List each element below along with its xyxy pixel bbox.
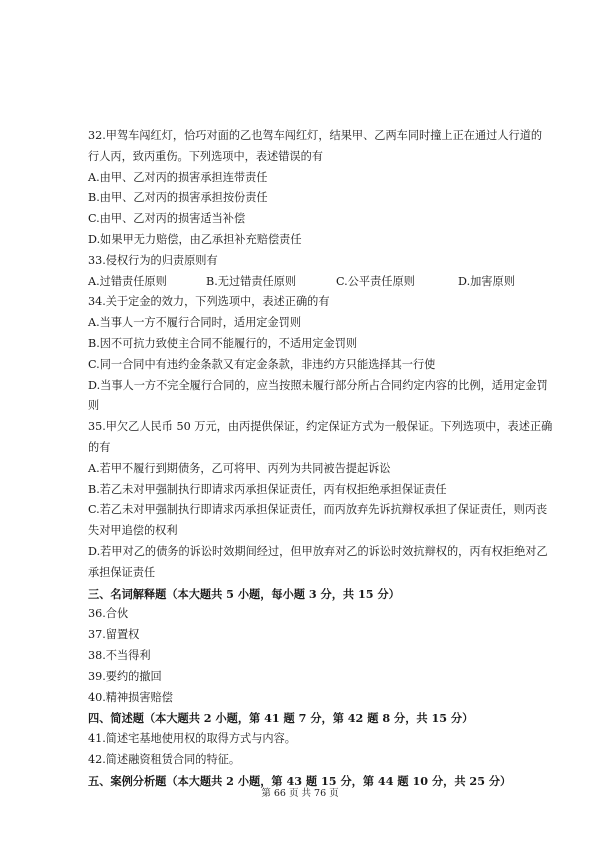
q33-option-b: B.无过错责任原则 [206, 274, 297, 288]
q34-option-d-cont: 则 [88, 399, 100, 413]
term-item: 36.合伙 [88, 607, 129, 621]
q35-option-c-cont: 失对甲追偿的权利 [88, 524, 178, 538]
document-body [88, 126, 553, 792]
q35-stem-cont: 的有 [88, 440, 111, 454]
short-answer-item: 42.简述融资租赁合同的特征。 [88, 752, 241, 766]
q33-options [88, 272, 528, 293]
section5-heading: 五、案例分析题（本大题共 2 小题，第 43 题 15 分，第 44 题 10 分，共 25 分） [88, 773, 512, 788]
page-number-footer: 第 66 页 共 76 页 [261, 788, 339, 799]
q34-option-b: B.因不可抗力致使主合同不能履行的，不适用定金罚则 [88, 336, 358, 350]
term-item: 40.精神损害赔偿 [88, 690, 173, 704]
short-answer-item: 41.简述宅基地使用权的取得方式与内容。 [88, 732, 296, 746]
q33-option-d: D.加害原则 [458, 274, 515, 288]
term-item: 37.留置权 [88, 628, 140, 642]
q32-stem: 32.甲驾车闯红灯，恰巧对面的乙也驾车闯红灯，结果甲、乙两车同时撞上正在通过人行道的 [88, 129, 543, 142]
section4-heading: 四、简述题（本大题共 2 小题，第 41 题 7 分，第 42 题 8 分，共 15 分） [88, 711, 474, 726]
q33-option-a: A.过错责任原则 [88, 274, 167, 288]
q34-stem: 34.关于定金的效力，下列选项中，表述正确的有 [88, 295, 330, 309]
q32-option-c: C.由甲、乙对丙的损害适当补偿 [88, 212, 246, 226]
q35-option-b: B.若乙未对甲强制执行即请求丙承担保证责任，丙有权拒绝承担保证责任 [88, 482, 447, 496]
q34-option-c: C.同一合同中有违约金条款又有定金条款，非违约方只能选择其一行使 [88, 357, 436, 371]
q35-option-c: C.若乙未对甲强制执行即请求丙承担保证责任，而丙放弃先诉抗辩权承担了保证责任，则丙丧 [88, 503, 548, 517]
q32-option-d: D.如果甲无力赔偿，由乙承担补充赔偿责任 [88, 232, 302, 246]
q35-option-a: A.若甲不履行到期债务，乙可将甲、丙列为共同被告提起诉讼 [88, 461, 391, 475]
q32-option-b: B.由甲、乙对丙的损害承担按份责任 [88, 191, 268, 205]
q35-option-d-cont: 承担保证责任 [88, 565, 156, 579]
q35-option-d: D.若甲对乙的债务的诉讼时效期间经过，但甲放弃对乙的诉讼时效抗辩权的，丙有权拒绝对乙 [88, 544, 548, 558]
q32-stem-cont: 行人丙，致丙重伤。下列选项中，表述错误的有 [88, 149, 323, 163]
q33-option-c: C.公平责任原则 [336, 274, 415, 288]
q34-option-d: D.当事人一方不完全履行合同的，应当按照未履行部分所占合同约定内容的比例，适用定金罚 [88, 378, 548, 392]
term-item: 39.要约的撤回 [88, 669, 162, 683]
q33-stem: 33.侵权行为的归责原则有 [88, 253, 218, 267]
term-item: 38.不当得利 [88, 648, 151, 662]
q32-option-a: A.由甲、乙对丙的损害承担连带责任 [88, 170, 268, 184]
section3-heading: 三、名词解释题（本大题共 5 小题，每小题 3 分，共 15 分） [88, 586, 400, 601]
q35-stem: 35.甲欠乙人民币 50 万元，由丙提供保证，约定保证方式为一般保证。下列选项中，表述正确 [88, 420, 553, 434]
q34-option-a: A.当事人一方不履行合同时，适用定金罚则 [88, 316, 302, 330]
